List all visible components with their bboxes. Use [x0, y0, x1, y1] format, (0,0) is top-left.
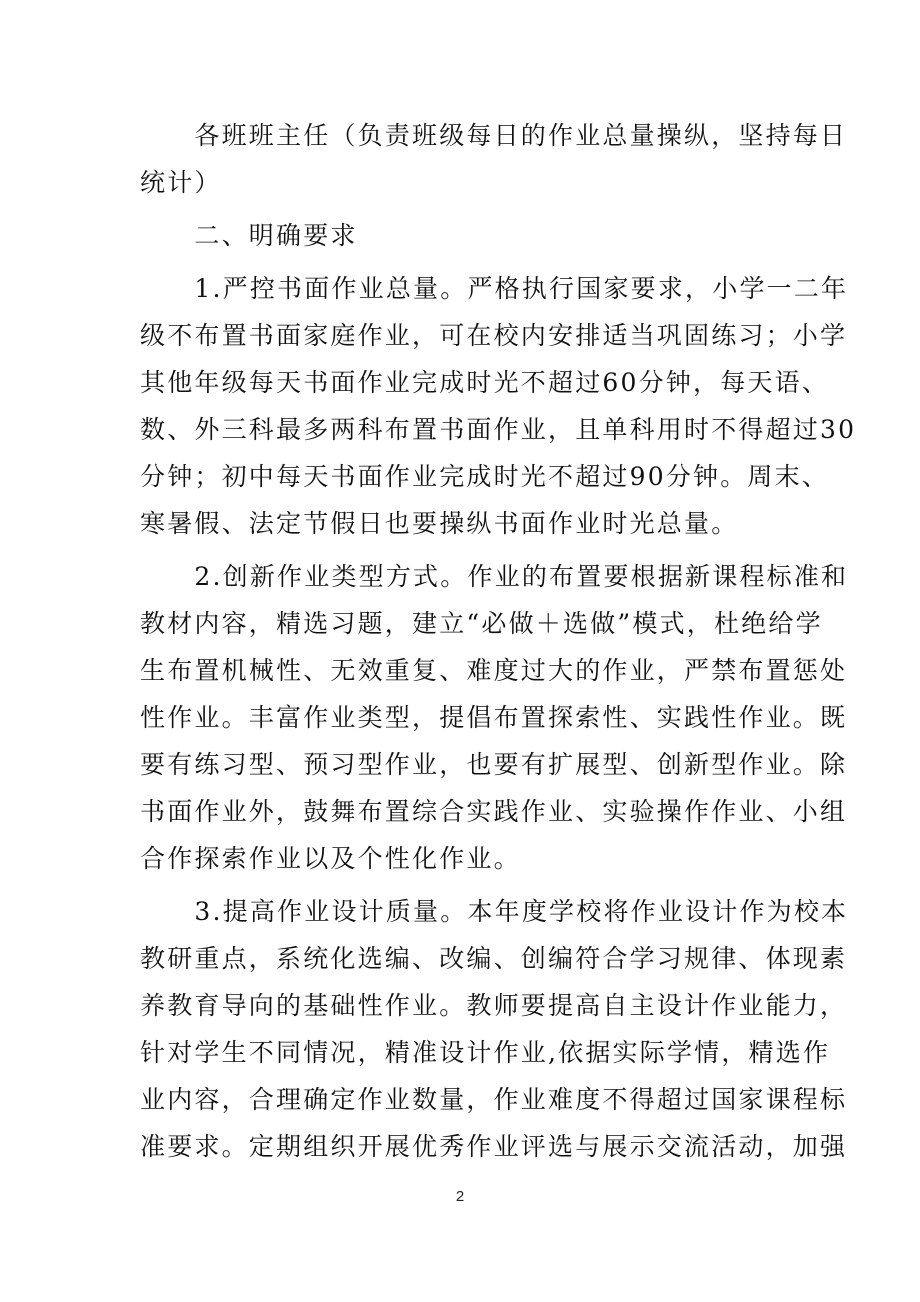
text-line: 书面作业外，鼓舞布置综合实践作业、实验操作作业、小组 [140, 797, 848, 826]
text-line: 1.严控书面作业总量。严格执行国家要求，小学一二年 [140, 274, 849, 303]
document-body [140, 112, 857, 1170]
text-line: 性作业。丰富作业类型，提倡布置探索性、实践性作业。既 [140, 703, 848, 732]
text-line: 其他年级每天书面作业完成时光不超过60分钟，每天语、 [140, 368, 830, 397]
text-line: 教研重点，系统化选编、改编、创编符合学习规律、体现素 [140, 944, 848, 973]
text-line: 针对学生不同情况，精准设计作业,依据实际学情，精选作 [140, 1038, 831, 1067]
text-line: 数、外三科最多两科布置书面作业，且单科用时不得超过30 [140, 415, 857, 444]
text-line: 养教育导向的基础性作业。教师要提高自主设计作业能力， [140, 991, 848, 1020]
text-line: 2.创新作业类型方式。作业的布置要根据新课程标准和 [140, 562, 849, 591]
text-line: 业内容，合理确定作业数量，作业难度不得超过国家课程标 [140, 1085, 848, 1114]
text-line: 合作探索作业以及个性化作业。 [140, 844, 521, 873]
text-line: 生布置机械性、无效重复、难度过大的作业，严禁布置惩处 [140, 656, 848, 685]
text-line: 要有练习型、预习型作业，也要有扩展型、创新型作业。除 [140, 750, 848, 779]
text-line: 统计） [140, 168, 222, 197]
text-line: 3.提高作业设计质量。本年度学校将作业设计作为校本 [140, 897, 849, 926]
page-number: 2 [455, 1188, 465, 1205]
text-line: 准要求。定期组织开展优秀作业评选与展示交流活动，加强 [140, 1132, 848, 1161]
text-line: 教材内容，精选习题，建立“必做＋选做”模式，杜绝给学 [140, 609, 823, 638]
text-line: 各班班主任（负责班级每日的作业总量操纵，坚持每日 [140, 121, 848, 150]
text-line: 分钟；初中每天书面作业完成时光不超过90分钟。周末、 [140, 462, 830, 491]
text-line: 寒暑假、法定节假日也要操纵书面作业时光总量。 [140, 509, 739, 538]
section-heading: 二、明确要求 [140, 221, 358, 250]
text-line: 级不布置书面家庭作业，可在校内安排适当巩固练习；小学 [140, 321, 848, 350]
